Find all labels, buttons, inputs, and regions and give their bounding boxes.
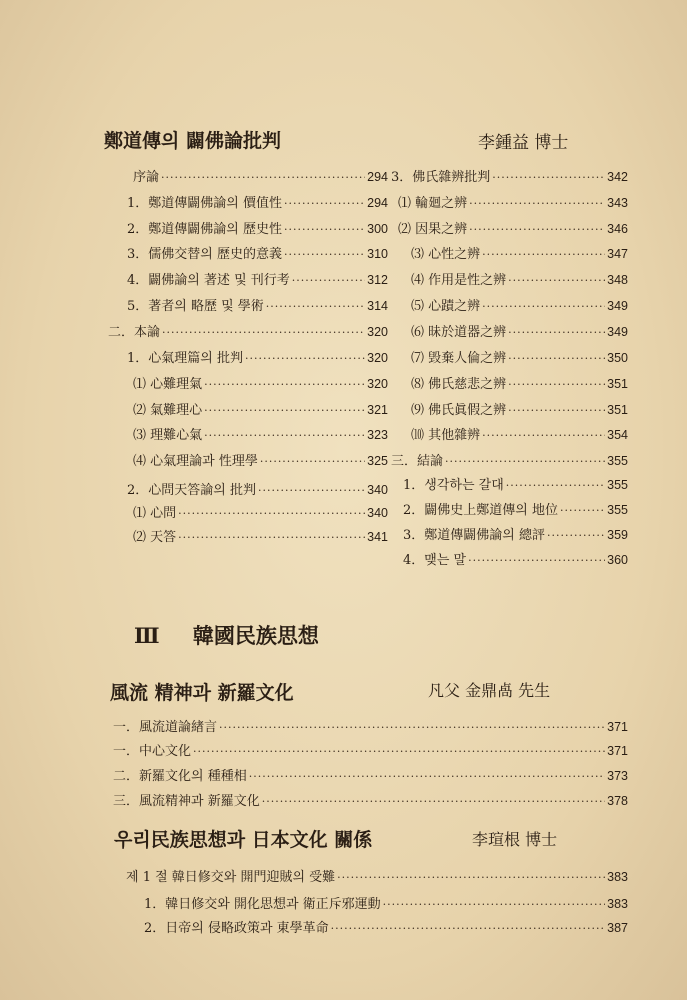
- toc-entry-page: 354: [607, 428, 628, 442]
- toc-entry-label: ⑴ 心問: [133, 506, 177, 521]
- leader-dots: [468, 554, 605, 567]
- leader-dots: [506, 479, 605, 492]
- leader-dots: [482, 248, 605, 261]
- toc-entry: [127, 218, 388, 236]
- leader-dots: [331, 922, 605, 935]
- toc-entry-label: 2．鄭道傳闢佛論의 歷史性: [127, 222, 282, 237]
- toc-entry-page: 348: [607, 273, 628, 287]
- toc-entry-label: 제 1 절 韓日修交와 開門迎賊의 受難: [126, 870, 336, 885]
- toc-entry-page: 355: [607, 503, 628, 517]
- toc-entry-label: 5．著者의 略歷 및 學術: [127, 299, 264, 314]
- toc-entry-page: 355: [607, 478, 628, 492]
- toc-entry-label: ⑵ 氣難理心: [133, 403, 203, 418]
- toc-entry-page: 294: [367, 196, 388, 210]
- leader-dots: [219, 721, 605, 734]
- toc-entry-page: 300: [367, 222, 388, 236]
- toc-entry: [403, 474, 628, 492]
- toc-entry: [391, 450, 628, 468]
- toc-entry-label: ⑷ 心氣理論과 性理學: [133, 454, 258, 469]
- toc-entry-label: 三．結論: [391, 454, 444, 469]
- toc-entry-label: ⑵ 因果之辨: [398, 222, 468, 237]
- toc-entry-label: 2．日帝의 侵略政策과 東學革命: [144, 921, 329, 936]
- toc-entry-page: 383: [607, 897, 628, 911]
- toc-entry-page: 320: [367, 351, 388, 365]
- toc-entry: [411, 269, 628, 287]
- toc-entry: [113, 765, 628, 783]
- toc-entry-label: ⑻ 佛氏慈悲之辨: [411, 377, 507, 392]
- leader-dots: [249, 770, 605, 783]
- leader-dots: [262, 795, 605, 808]
- toc-entry-page: 371: [607, 744, 628, 758]
- leader-dots: [445, 455, 605, 468]
- leader-dots: [482, 429, 605, 442]
- toc-entry-page: 341: [367, 530, 388, 544]
- toc-entry-label: 一．風流道論緖言: [113, 720, 218, 735]
- toc-entry: [127, 243, 388, 261]
- toc-entry-label: ⑹ 昧於道器之辨: [411, 325, 507, 340]
- toc-entry-label: 1．생각하는 갈대: [403, 478, 504, 493]
- leader-dots: [469, 223, 605, 236]
- leader-dots: [292, 274, 365, 287]
- leader-dots: [492, 171, 605, 184]
- toc-entry-page: 383: [607, 870, 628, 884]
- toc-entry-label: ⑵ 天答: [133, 530, 177, 545]
- toc-entry-page: 349: [607, 299, 628, 313]
- leader-dots: [204, 404, 365, 417]
- toc-entry: [403, 524, 628, 542]
- article-author: 李鍾益 博士: [478, 133, 569, 153]
- toc-entry-page: 314: [367, 299, 388, 313]
- toc-entry-page: 340: [367, 483, 388, 497]
- toc-entry: [113, 716, 628, 734]
- leader-dots: [547, 529, 605, 542]
- toc-entry-page: 360: [607, 553, 628, 567]
- toc-entry-page: 359: [607, 528, 628, 542]
- toc-entry-page: 378: [607, 794, 628, 808]
- toc-entry-label: ⑶ 心性之辨: [411, 247, 481, 262]
- toc-entry: [133, 399, 388, 417]
- toc-entry-page: 346: [607, 222, 628, 236]
- toc-entry-page: 340: [367, 506, 388, 520]
- toc-entry-page: 320: [367, 377, 388, 391]
- section-title: 韓國民族思想: [192, 623, 319, 648]
- toc-entry-page: 312: [367, 273, 388, 287]
- leader-dots: [560, 504, 605, 517]
- toc-entry-label: ⑼ 佛氏眞假之辨: [411, 403, 507, 418]
- leader-dots: [284, 197, 365, 210]
- toc-entry: [127, 479, 388, 497]
- toc-entry: [391, 166, 628, 184]
- leader-dots: [508, 274, 605, 287]
- leader-dots: [245, 352, 365, 365]
- toc-entry: [403, 499, 628, 517]
- toc-entry: [127, 192, 388, 210]
- toc-entry-page: 351: [607, 403, 628, 417]
- toc-entry-page: 323: [367, 428, 388, 442]
- leader-dots: [178, 531, 365, 544]
- leader-dots: [337, 871, 605, 884]
- leader-dots: [508, 404, 605, 417]
- toc-entry: [127, 295, 388, 313]
- toc-entry: [113, 790, 628, 808]
- toc-entry: [133, 424, 388, 442]
- toc-entry: [108, 321, 388, 339]
- toc-entry: [411, 321, 628, 339]
- toc-entry: [133, 526, 388, 544]
- article-author: 凡父 金鼎卨 先生: [428, 681, 551, 700]
- toc-entry-label: ⑷ 作用是性之辨: [411, 273, 507, 288]
- toc-entry-page: 320: [367, 325, 388, 339]
- toc-entry: [403, 549, 628, 567]
- toc-entry-label: 序論: [133, 170, 160, 185]
- toc-entry: [127, 347, 388, 365]
- toc-entry: [133, 502, 388, 520]
- toc-entry-label: 2．心問天答論의 批判: [127, 483, 256, 498]
- leader-dots: [204, 378, 365, 391]
- toc-entry: [133, 166, 388, 184]
- toc-entry-label: ⑺ 毁棄人倫之辨: [411, 351, 507, 366]
- toc-entry: [133, 373, 388, 391]
- toc-entry-page: 373: [607, 769, 628, 783]
- leader-dots: [508, 378, 605, 391]
- leader-dots: [284, 223, 365, 236]
- section-heading: [134, 620, 319, 650]
- leader-dots: [266, 300, 365, 313]
- toc-entry-page: 343: [607, 196, 628, 210]
- toc-entry-label: 3．佛氏雜辨批判: [391, 170, 491, 185]
- toc-entry-page: 321: [367, 403, 388, 417]
- toc-entry-label: ⑴ 心難理氣: [133, 377, 203, 392]
- leader-dots: [204, 429, 365, 442]
- toc-entry-page: 371: [607, 720, 628, 734]
- toc-entry-label: 1．韓日修交와 開化思想과 衛正斥邪運動: [144, 897, 381, 912]
- toc-entry-page: 310: [367, 247, 388, 261]
- toc-entry-label: ⑸ 心蹟之辨: [411, 299, 481, 314]
- toc-entry-label: 4．闢佛論의 著述 및 刊行考: [127, 273, 290, 288]
- leader-dots: [162, 326, 365, 339]
- leader-dots: [193, 745, 605, 758]
- article-title: 鄭道傳의 闢佛論批判: [104, 130, 281, 152]
- toc-entry-label: ⑽ 其他雜辨: [411, 428, 481, 443]
- toc-entry: [126, 866, 628, 884]
- toc-entry: [398, 192, 628, 210]
- leader-dots: [508, 352, 605, 365]
- toc-entry: [411, 373, 628, 391]
- leader-dots: [258, 484, 365, 497]
- article-author: 李瑄根 博士: [472, 830, 558, 849]
- leader-dots: [178, 507, 365, 520]
- toc-entry: [411, 424, 628, 442]
- toc-entry-label: 2．闢佛史上鄭道傳의 地位: [403, 503, 558, 518]
- leader-dots: [161, 171, 365, 184]
- toc-entry-label: 3．鄭道傳闢佛論의 總評: [403, 528, 545, 543]
- toc-entry: [411, 399, 628, 417]
- toc-entry: [144, 893, 628, 911]
- toc-entry-page: 350: [607, 351, 628, 365]
- toc-entry: [133, 450, 388, 468]
- toc-entry: [144, 917, 628, 935]
- toc-entry-page: 387: [607, 921, 628, 935]
- article-title: 風流 精神과 新羅文化: [110, 682, 294, 704]
- toc-entry-label: 1．心氣理篇의 批判: [127, 351, 243, 366]
- toc-entry-label: 三．風流精神과 新羅文化: [113, 794, 260, 809]
- toc-entry-label: 4．맺는 말: [403, 553, 467, 568]
- toc-entry-page: 294: [367, 170, 388, 184]
- toc-entry: [411, 295, 628, 313]
- leader-dots: [383, 898, 605, 911]
- toc-entry: [411, 347, 628, 365]
- leader-dots: [260, 455, 365, 468]
- toc-entry-label: 一．中心文化: [113, 744, 192, 759]
- toc-entry: [398, 218, 628, 236]
- toc-entry-page: 349: [607, 325, 628, 339]
- toc-entry-page: 342: [607, 170, 628, 184]
- section-numeral: Ⅲ: [134, 623, 160, 648]
- leader-dots: [469, 197, 605, 210]
- toc-entry-label: 3．儒佛交替의 歷史的意義: [127, 247, 282, 262]
- toc-entry: [411, 243, 628, 261]
- toc-entry: [127, 269, 388, 287]
- toc-entry-label: 二．新羅文化의 種種相: [113, 769, 247, 784]
- toc-entry-label: ⑴ 輪廻之辨: [398, 196, 468, 211]
- toc-entry-page: 325: [367, 454, 388, 468]
- toc-entry-label: 二．本論: [108, 325, 161, 340]
- leader-dots: [284, 248, 365, 261]
- toc-entry-label: ⑶ 理難心氣: [133, 428, 203, 443]
- toc-entry-page: 355: [607, 454, 628, 468]
- toc-entry-label: 1．鄭道傳闢佛論의 價值性: [127, 196, 282, 211]
- toc-entry: [113, 740, 628, 758]
- leader-dots: [508, 326, 605, 339]
- toc-entry-page: 347: [607, 247, 628, 261]
- article-title: 우리民族思想과 日本文化 關係: [114, 829, 373, 851]
- leader-dots: [482, 300, 605, 313]
- toc-entry-page: 351: [607, 377, 628, 391]
